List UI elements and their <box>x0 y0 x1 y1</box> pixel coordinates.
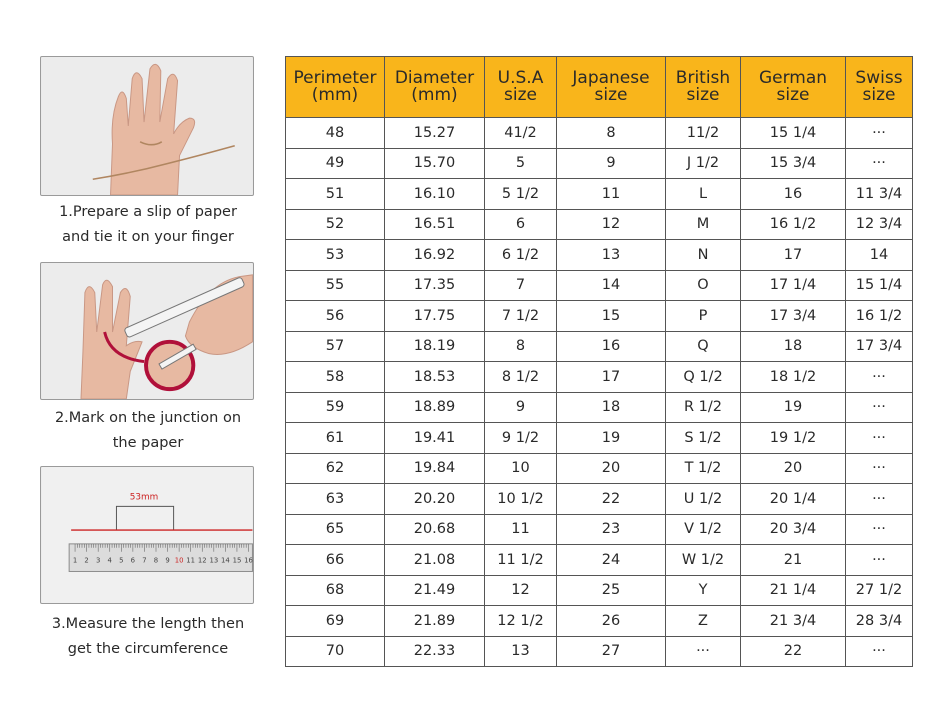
cell-usa: 6 1/2 <box>485 240 557 271</box>
cell-perimeter: 68 <box>286 575 385 606</box>
step3-image <box>40 466 254 604</box>
cell-japanese: 26 <box>557 606 666 637</box>
step3-caption-line1: 3.Measure the length then <box>51 616 245 632</box>
cell-japanese: 13 <box>557 240 666 271</box>
cell-diameter: 16.51 <box>385 209 485 240</box>
cell-german: 16 1/2 <box>741 209 846 240</box>
cell-german: 19 <box>741 392 846 423</box>
cell-swiss: ··· <box>846 453 913 484</box>
ruler-tick-label: 12 <box>197 556 207 565</box>
cell-diameter: 22.33 <box>385 636 485 667</box>
header-german <box>741 57 846 118</box>
step3-caption <box>30 612 266 662</box>
table-row <box>286 545 913 576</box>
table-row <box>286 575 913 606</box>
cell-japanese: 19 <box>557 423 666 454</box>
cell-diameter: 21.49 <box>385 575 485 606</box>
cell-diameter: 17.75 <box>385 301 485 332</box>
ruler-tick-label: 3 <box>95 556 101 565</box>
table-row <box>286 514 913 545</box>
cell-british: U 1/2 <box>666 484 741 515</box>
cell-diameter: 16.10 <box>385 179 485 210</box>
table-row <box>286 423 913 454</box>
ruler-tick-label: 14 <box>221 556 230 565</box>
cell-usa: 5 1/2 <box>485 179 557 210</box>
cell-swiss: ··· <box>846 392 913 423</box>
cell-british: S 1/2 <box>666 423 741 454</box>
cell-japanese: 8 <box>557 118 666 149</box>
cell-diameter: 19.84 <box>385 453 485 484</box>
cell-perimeter: 62 <box>286 453 385 484</box>
table-body <box>286 118 913 667</box>
cell-british: W 1/2 <box>666 545 741 576</box>
cell-german: 20 1/4 <box>741 484 846 515</box>
step2-caption-line1: 2.Mark on the junction on <box>54 410 242 426</box>
header-swiss-line2: size <box>862 85 896 105</box>
cell-usa: 9 <box>485 392 557 423</box>
cell-swiss: 12 3/4 <box>846 209 913 240</box>
cell-british: Q 1/2 <box>666 362 741 393</box>
cell-diameter: 18.19 <box>385 331 485 362</box>
cell-usa: 11 <box>485 514 557 545</box>
cell-swiss: 27 1/2 <box>846 575 913 606</box>
table-row <box>286 301 913 332</box>
cell-german: 20 <box>741 453 846 484</box>
cell-swiss: ··· <box>846 362 913 393</box>
cell-german: 21 3/4 <box>741 606 846 637</box>
cell-perimeter: 61 <box>286 423 385 454</box>
cell-diameter: 15.27 <box>385 118 485 149</box>
header-usa-line1: U.S.A <box>497 68 544 88</box>
ruler-tick-label: 9 <box>165 556 170 565</box>
cell-swiss: ··· <box>846 545 913 576</box>
cell-japanese: 16 <box>557 331 666 362</box>
cell-diameter: 21.89 <box>385 606 485 637</box>
cell-german: 20 3/4 <box>741 514 846 545</box>
cell-german: 21 1/4 <box>741 575 846 606</box>
cell-japanese: 22 <box>557 484 666 515</box>
cell-british: O <box>666 270 741 301</box>
cell-swiss: ··· <box>846 514 913 545</box>
cell-usa: 7 1/2 <box>485 301 557 332</box>
cell-perimeter: 55 <box>286 270 385 301</box>
table-row <box>286 362 913 393</box>
cell-japanese: 17 <box>557 362 666 393</box>
cell-swiss: 28 3/4 <box>846 606 913 637</box>
cell-swiss: ··· <box>846 118 913 149</box>
cell-swiss: 15 1/4 <box>846 270 913 301</box>
cell-diameter: 21.08 <box>385 545 485 576</box>
ruler-measure-illustration <box>41 467 253 603</box>
header-japanese-line1: Japanese <box>572 68 650 88</box>
header-usa <box>485 57 557 118</box>
table-row <box>286 484 913 515</box>
step1-caption-line2: and tie it on your finger <box>62 229 234 245</box>
cell-usa: 6 <box>485 209 557 240</box>
ruler-tick-label: 5 <box>119 556 124 565</box>
cell-diameter: 17.35 <box>385 270 485 301</box>
cell-british: ··· <box>666 636 741 667</box>
header-german-line1: German <box>758 68 828 88</box>
cell-usa: 8 1/2 <box>485 362 557 393</box>
cell-usa: 8 <box>485 331 557 362</box>
cell-swiss: 16 1/2 <box>846 301 913 332</box>
cell-german: 21 <box>741 545 846 576</box>
cell-german: 18 <box>741 331 846 362</box>
header-usa-line2: size <box>504 85 537 105</box>
step1-caption-line1: 1.Prepare a slip of paper <box>59 204 237 220</box>
header-japanese-line2: size <box>594 85 628 105</box>
cell-british: V 1/2 <box>666 514 741 545</box>
header-british <box>666 57 741 118</box>
cell-swiss: 11 3/4 <box>846 179 913 210</box>
cell-japanese: 9 <box>557 148 666 179</box>
header-diameter-line1: Diameter <box>394 68 475 88</box>
step3-caption-line2: get the circumference <box>67 641 229 657</box>
cell-usa: 5 <box>485 148 557 179</box>
header-british-line2: size <box>686 85 720 105</box>
measure-label: 53mm <box>129 492 159 503</box>
cell-usa: 11 1/2 <box>485 545 557 576</box>
ruler-tick-label: 4 <box>107 556 112 565</box>
ruler-tick-label: 1 <box>72 556 78 565</box>
cell-perimeter: 56 <box>286 301 385 332</box>
cell-swiss: 17 3/4 <box>846 331 913 362</box>
step2-image <box>40 262 254 400</box>
cell-german: 17 1/4 <box>741 270 846 301</box>
cell-perimeter: 63 <box>286 484 385 515</box>
cell-japanese: 23 <box>557 514 666 545</box>
cell-british: J 1/2 <box>666 148 741 179</box>
table-header-row <box>286 57 913 118</box>
cell-perimeter: 70 <box>286 636 385 667</box>
cell-diameter: 20.68 <box>385 514 485 545</box>
cell-usa: 12 1/2 <box>485 606 557 637</box>
cell-usa: 12 <box>485 575 557 606</box>
cell-usa: 41/2 <box>485 118 557 149</box>
table-row <box>286 179 913 210</box>
ruler-tick-label: 2 <box>84 556 89 565</box>
ruler-tick-label: 16 <box>244 556 253 565</box>
cell-german: 17 <box>741 240 846 271</box>
cell-japanese: 14 <box>557 270 666 301</box>
cell-japanese: 27 <box>557 636 666 667</box>
header-perimeter <box>286 57 385 118</box>
cell-german: 17 3/4 <box>741 301 846 332</box>
header-swiss-line1: Swiss <box>855 68 903 88</box>
cell-diameter: 18.89 <box>385 392 485 423</box>
header-diameter-line2: (mm) <box>411 85 458 105</box>
cell-japanese: 11 <box>557 179 666 210</box>
cell-british: Z <box>666 606 741 637</box>
cell-german: 18 1/2 <box>741 362 846 393</box>
cell-swiss: 14 <box>846 240 913 271</box>
cell-perimeter: 69 <box>286 606 385 637</box>
cell-british: Y <box>666 575 741 606</box>
cell-perimeter: 51 <box>286 179 385 210</box>
header-british-line1: British <box>675 68 731 88</box>
cell-german: 19 1/2 <box>741 423 846 454</box>
cell-german: 15 1/4 <box>741 118 846 149</box>
table-row <box>286 392 913 423</box>
cell-diameter: 20.20 <box>385 484 485 515</box>
ruler-tick-label: 11 <box>186 556 196 565</box>
cell-british: 11/2 <box>666 118 741 149</box>
cell-usa: 9 1/2 <box>485 423 557 454</box>
table-row <box>286 331 913 362</box>
header-perimeter-line2: (mm) <box>311 85 359 105</box>
cell-perimeter: 65 <box>286 514 385 545</box>
header-german-line2: size <box>776 85 810 105</box>
hand-marking-pen-illustration <box>41 263 253 399</box>
cell-swiss: ··· <box>846 636 913 667</box>
step1-image <box>40 56 254 196</box>
cell-british: L <box>666 179 741 210</box>
step2-caption <box>30 406 266 456</box>
ruler-tick-label: 6 <box>130 556 136 565</box>
cell-japanese: 25 <box>557 575 666 606</box>
cell-british: Q <box>666 331 741 362</box>
ruler-tick-label: 10 <box>174 556 184 565</box>
cell-perimeter: 53 <box>286 240 385 271</box>
header-japanese <box>557 57 666 118</box>
cell-diameter: 16.92 <box>385 240 485 271</box>
table-row <box>286 270 913 301</box>
cell-german: 15 3/4 <box>741 148 846 179</box>
cell-perimeter: 49 <box>286 148 385 179</box>
cell-perimeter: 52 <box>286 209 385 240</box>
hand-paper-slip-illustration <box>41 57 253 195</box>
header-diameter <box>385 57 485 118</box>
cell-usa: 10 1/2 <box>485 484 557 515</box>
table-row <box>286 118 913 149</box>
step2-caption-line2: the paper <box>112 435 184 451</box>
cell-german: 16 <box>741 179 846 210</box>
cell-japanese: 24 <box>557 545 666 576</box>
ring-size-table <box>285 56 913 667</box>
table-row <box>286 209 913 240</box>
cell-japanese: 15 <box>557 301 666 332</box>
table-row <box>286 148 913 179</box>
cell-british: M <box>666 209 741 240</box>
table-row <box>286 453 913 484</box>
ruler-tick-label: 8 <box>153 556 159 565</box>
cell-japanese: 20 <box>557 453 666 484</box>
cell-british: R 1/2 <box>666 392 741 423</box>
cell-japanese: 12 <box>557 209 666 240</box>
cell-german: 22 <box>741 636 846 667</box>
cell-british: N <box>666 240 741 271</box>
cell-perimeter: 58 <box>286 362 385 393</box>
table-row <box>286 636 913 667</box>
cell-swiss: ··· <box>846 484 913 515</box>
table-row <box>286 606 913 637</box>
cell-diameter: 18.53 <box>385 362 485 393</box>
cell-usa: 7 <box>485 270 557 301</box>
cell-diameter: 19.41 <box>385 423 485 454</box>
header-perimeter-line1: Perimeter <box>293 68 377 88</box>
ruler-tick-label: 13 <box>209 556 219 565</box>
step1-caption <box>30 200 266 250</box>
cell-perimeter: 66 <box>286 545 385 576</box>
cell-usa: 13 <box>485 636 557 667</box>
cell-japanese: 18 <box>557 392 666 423</box>
cell-swiss: ··· <box>846 148 913 179</box>
cell-british: T 1/2 <box>666 453 741 484</box>
cell-british: P <box>666 301 741 332</box>
cell-diameter: 15.70 <box>385 148 485 179</box>
cell-swiss: ··· <box>846 423 913 454</box>
cell-perimeter: 59 <box>286 392 385 423</box>
cell-perimeter: 57 <box>286 331 385 362</box>
cell-perimeter: 48 <box>286 118 385 149</box>
cell-usa: 10 <box>485 453 557 484</box>
header-swiss <box>846 57 913 118</box>
ruler-tick-label: 15 <box>232 556 242 565</box>
ruler-tick-label: 7 <box>142 556 147 565</box>
table-row <box>286 240 913 271</box>
